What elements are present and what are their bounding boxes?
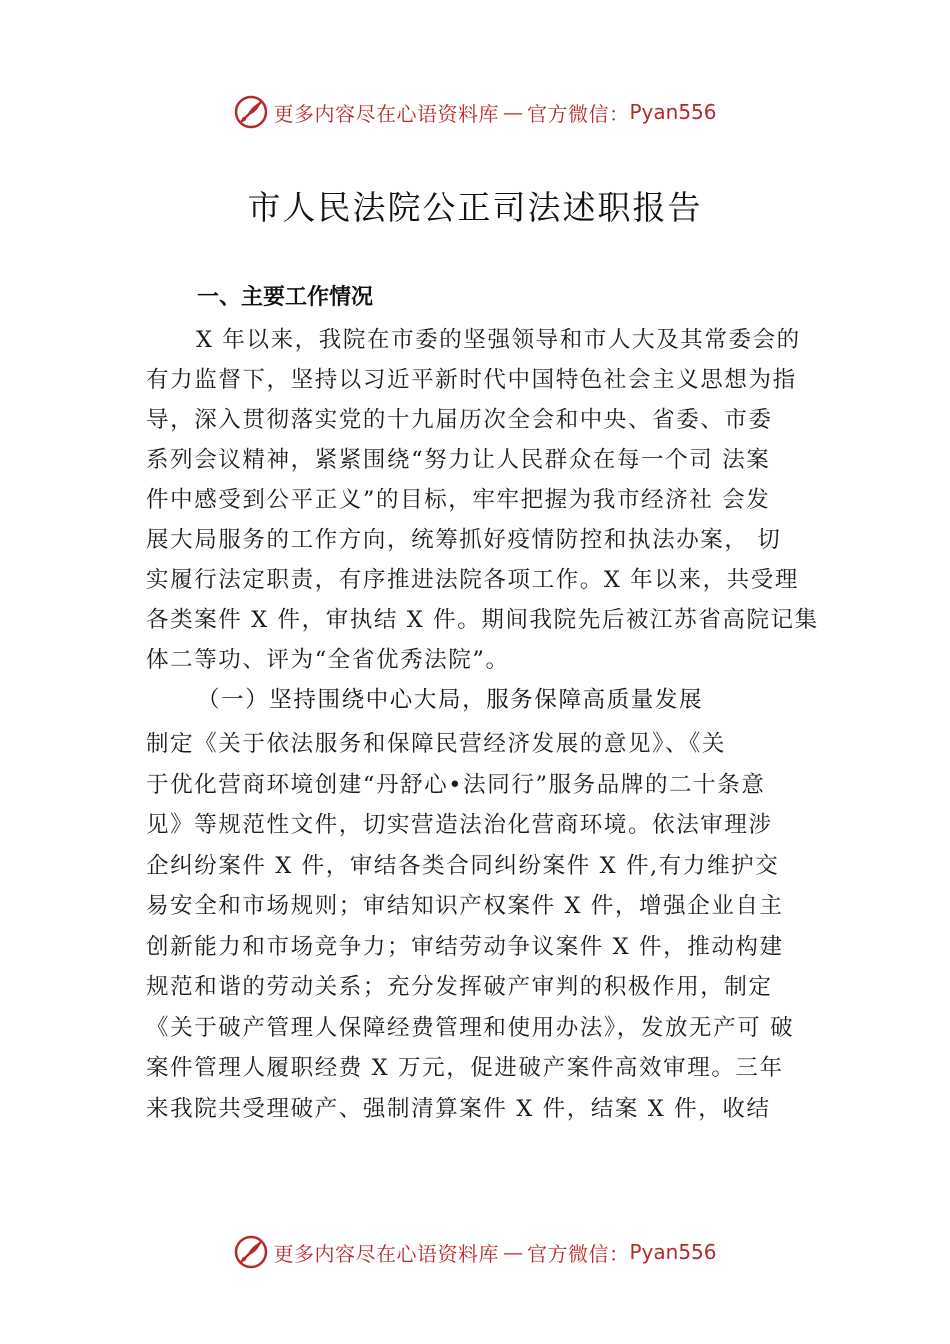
- document-title: 市人民法院公正司法述职报告: [247, 188, 703, 227]
- banner-suffix: 官方微信：: [526, 1241, 630, 1266]
- banner-suffix: 官方微信：: [526, 101, 630, 126]
- paragraph-line: 件中感受到公平正义”的目标，牢牢把握为我市经济社 会发: [146, 487, 771, 513]
- header-banner: [0, 92, 950, 132]
- paragraph-line: 《关于破产管理人保障经费管理和使用办法》，发放无产可 破: [146, 1014, 795, 1041]
- banner-text: 更多内容尽在心语资料库: [273, 101, 499, 126]
- subsection-heading-1: （一）坚持围绕中心大局，服务保障高质量发展: [197, 687, 704, 713]
- paragraph-line: 导，深入贯彻落实党的十九届历次全会和中央、省委、市委: [146, 407, 773, 433]
- paragraph-line: 展大局服务的工作方向，统筹抓好疫情防控和执法办案， 切: [146, 527, 782, 553]
- paragraph-line: 制定《关于依法服务和保障民营经济发展的意见》、《关: [146, 731, 727, 757]
- paragraph-line: 体二等功、评为“全省优秀法院”。: [146, 647, 510, 673]
- banner-wechat-id: Pyan556: [629, 100, 717, 124]
- paragraph-line: 有力监督下，坚持以习近平新时代中国特色社会主义思想为指: [146, 367, 797, 393]
- quill-logo-icon: [233, 1234, 269, 1270]
- paragraph-line: 于优化营商环境创建“丹舒心•法同行”服务品牌的二十条意: [146, 771, 766, 798]
- paragraph-line: 易安全和市场规则；审结知识产权案件 X 件，增强企业自主: [146, 893, 784, 919]
- paragraph-line: 各类案件 X 件，审执结 X 件。期间我院先后被江苏省高院记集: [146, 607, 819, 633]
- footer-banner: [0, 1232, 950, 1272]
- section-heading-1: 一、主要工作情况: [197, 285, 374, 310]
- paragraph-1: [146, 320, 836, 680]
- banner-wechat-id: Pyan556: [629, 1240, 717, 1264]
- paragraph-line: 企纠纷案件 X 件，审结各类合同纠纷案件 X 件,有力维护交: [146, 852, 780, 879]
- paragraph-line: 实履行法定职责，有序推进法院各项工作。X 年以来，共受理: [146, 567, 799, 593]
- paragraph-line: 规范和谐的劳动关系；充分发挥破产审判的积极作用，制定: [146, 974, 773, 1000]
- banner-separator: —: [502, 1240, 523, 1264]
- paragraph-line: 案件管理人履职经费 X 万元，促进破产案件高效审理。三年: [146, 1055, 784, 1081]
- banner-text: 更多内容尽在心语资料库: [273, 1241, 499, 1266]
- paragraph-2: [146, 724, 836, 1129]
- banner-separator: —: [502, 100, 523, 124]
- paragraph-line: 见》等规范性文件，切实营造法治化营商环境。依法审理涉: [146, 812, 773, 838]
- paragraph-line: X 年以来，我院在市委的坚强领导和市人大及其常委会的: [196, 327, 801, 353]
- paragraph-line: 来我院共受理破产、强制清算案件 X 件，结案 X 件，收结: [146, 1095, 771, 1122]
- paragraph-line: 创新能力和市场竞争力；审结劳动争议案件 X 件，推动构建: [146, 933, 784, 960]
- paragraph-line: 系列会议精神，紧紧围绕“努力让人民群众在每一个司 法案: [146, 447, 771, 473]
- quill-logo-icon: [233, 94, 269, 130]
